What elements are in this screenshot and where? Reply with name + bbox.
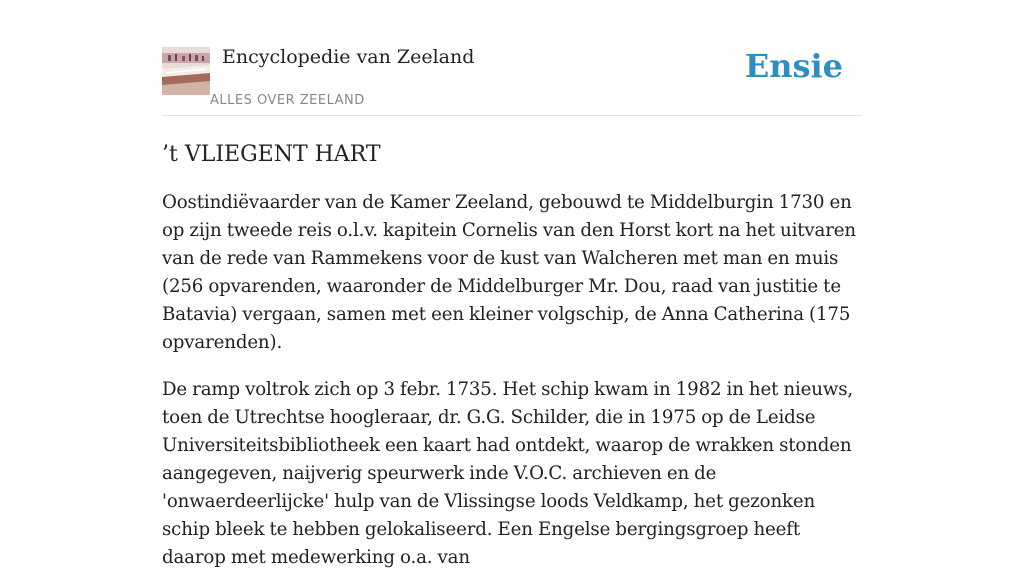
site-avatar[interactable] — [162, 47, 210, 95]
page — [162, 0, 862, 572]
article-body — [162, 189, 862, 572]
avatar-image — [162, 47, 210, 95]
article-title: ’t VLIEGENT HART — [162, 142, 381, 167]
site-title[interactable]: Encyclopedie van Zeeland — [222, 46, 475, 68]
site-subtitle: ALLES OVER ZEELAND — [210, 93, 365, 108]
brand-logo[interactable]: Ensie — [744, 47, 843, 85]
site-header — [162, 0, 862, 116]
article-paragraph: Oostindiëvaarder van de Kamer Zeeland, gebouwd te Middelburgin 1730 en op zijn tweede reis o.l.v. kapitein Cornelis van den Horst kort na het uitvaren van de rede van Rammekens voor de kust van Walcheren met man en muis (256 opvarenden, waaronder de Middelburger Mr. Dou, raad van justitie te Batavia) vergaan, samen met een kleiner volgschip, de Anna Catherina (175 opvarenden). — [162, 192, 856, 353]
article-paragraph: De ramp voltrok zich op 3 febr. 1735. Het schip kwam in 1982 in het nieuws, toen de Utrechtse hoogleraar, dr. G.G. Schilder, die in 1975 op de Leidse Universiteitsbibliotheek een kaart had ontdekt, waarop de wrakken stonden aangegeven, naijverig speurwerk inde V.O.C. archieven en de 'onwaerdeerlijcke' hulp van de Vlissingse loods Veldkamp, het gezonken schip bleek te hebben gelokaliseerd. Een Engelse bergingsgroep heeft daarop met medewerking o.a. van — [162, 379, 854, 568]
